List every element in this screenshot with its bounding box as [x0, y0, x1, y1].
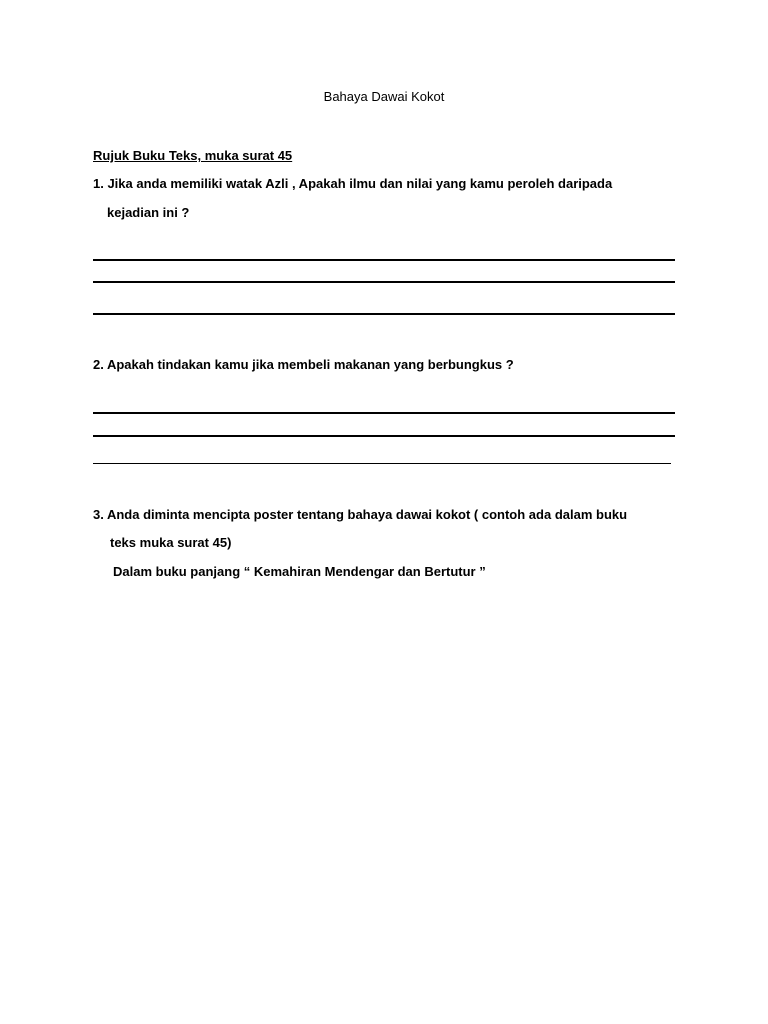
answer-line: [93, 281, 675, 283]
answer-line: [93, 412, 675, 414]
answer-line: [93, 259, 675, 261]
question-2-text-line-1: 2. Apakah tindakan kamu jika membeli makanan yang berbungkus ?: [93, 357, 514, 372]
question-1-text-line-2: kejadian ini ?: [107, 205, 190, 220]
question-3-text-line-2: teks muka surat 45): [110, 535, 232, 550]
page-title: Bahaya Dawai Kokot: [323, 89, 445, 104]
question-3-text-line-3: Dalam buku panjang “ Kemahiran Mendengar dan Bertutur ”: [113, 564, 486, 579]
answer-line: [93, 435, 675, 437]
question-3-text-line-1: 3. Anda diminta mencipta poster tentang bahaya dawai kokot ( contoh ada dalam buku: [93, 507, 628, 522]
answer-line: [93, 313, 675, 315]
question-1-text-line-1: 1. Jika anda memiliki watak Azli , Apakah ilmu dan nilai yang kamu peroleh daripada: [93, 176, 613, 191]
reference-note: Rujuk Buku Teks, muka surat 45: [93, 148, 293, 163]
answer-line: [93, 463, 671, 464]
